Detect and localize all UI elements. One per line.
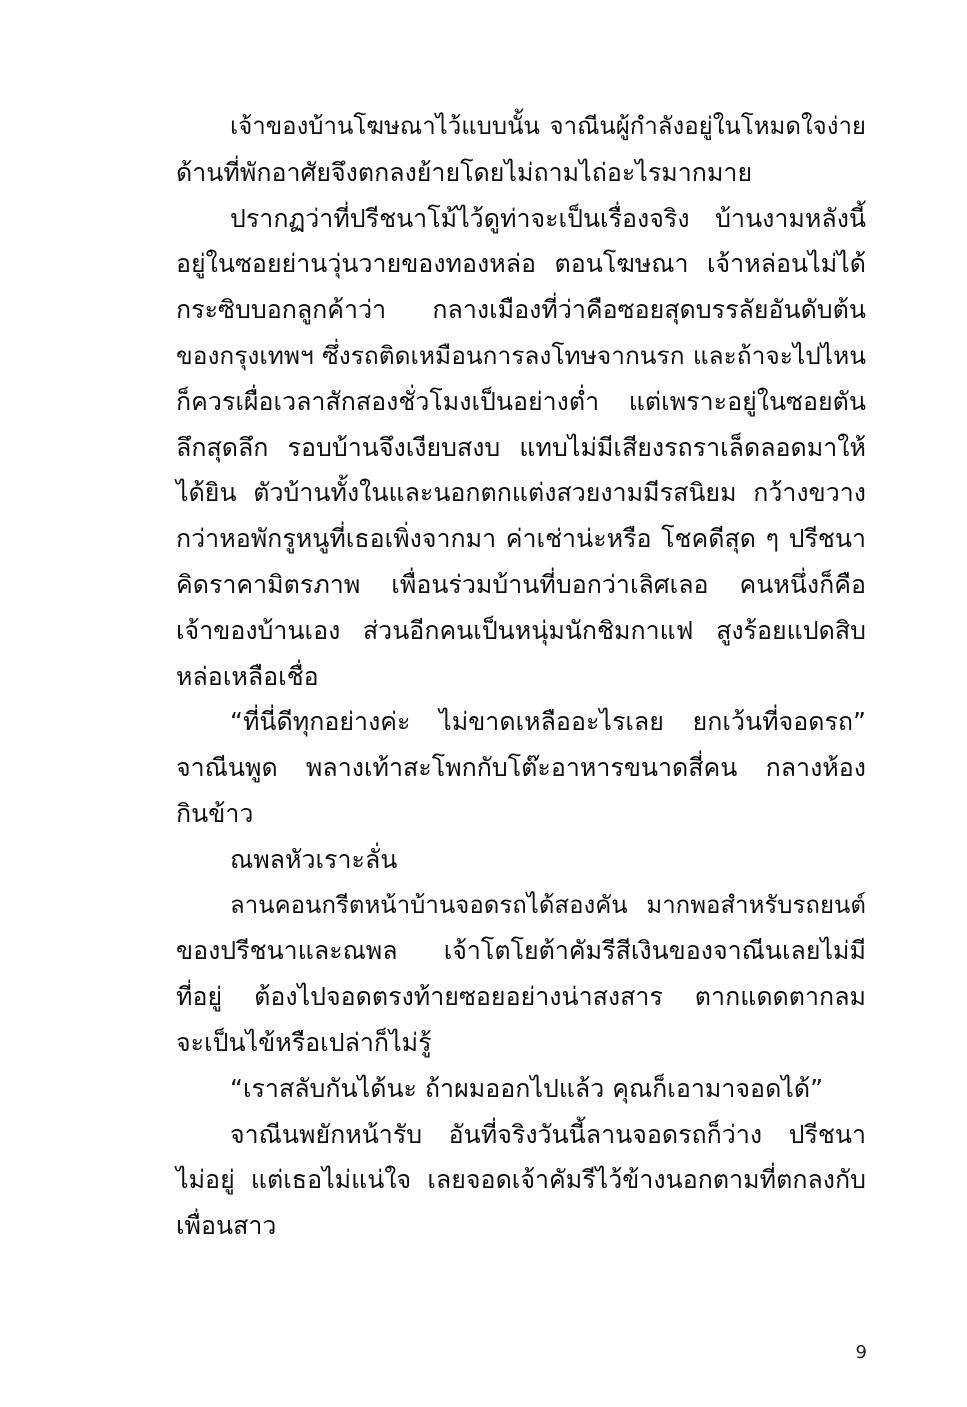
text-line: “ที่นี่ดีทุกอย่างค่ะ ไม่ขาดเหลืออะไรเลย ยกเว้นที่จอดรถ” bbox=[230, 707, 866, 737]
text-line: ลึกสุดลึก รอบบ้านจึงเงียบสงบ แทบไม่มีเสียงรถราเล็ดลอดมาให้ bbox=[176, 432, 866, 462]
text-line: ได้ยิน ตัวบ้านทั้งในและนอกตกแต่งสวยงามมีรสนิยม กว้างขวาง bbox=[176, 478, 866, 508]
text-line: กระซิบบอกลูกค้าว่า กลางเมืองที่ว่าคือซอยสุดบรรลัยอันดับต้น bbox=[176, 295, 866, 325]
text-line: เจ้าของบ้านโฆษณาไว้แบบนั้น จาณีนผู้กำลังอยู่ในโหมดใจง่าย bbox=[230, 112, 866, 140]
text-line: ของปรีชนาและณพล เจ้าโตโยต้าคัมรีสีเงินของจาณีนเลยไม่มี bbox=[176, 936, 866, 966]
text-line: ณพลหัวเราะลั่น bbox=[230, 844, 398, 874]
text-line: กว่าหอพักรูหนูที่เธอเพิ่งจากมา ค่าเช่าน่ะหรือ โชคดีสุด ๆ ปรีชนา bbox=[176, 524, 866, 554]
text-line: ด้านที่พักอาศัยจึงตกลงย้ายโดยไม่ถามไถ่อะไรมากมาย bbox=[176, 157, 753, 187]
text-line: ลานคอนกรีตหน้าบ้านจอดรถได้สองคัน มากพอสำหรับรถยนต์ bbox=[230, 890, 866, 919]
text-line: ไม่อยู่ แต่เธอไม่แน่ใจ เลยจอดเจ้าคัมรีไว้ข้างนอกตามที่ตกลงกับ bbox=[176, 1165, 866, 1195]
text-line: คิดราคามิตรภาพ เพื่อนร่วมบ้านที่บอกว่าเลิศเลอ คนหนึ่งก็คือ bbox=[176, 569, 866, 599]
text-line: ของกรุงเทพฯ ซึ่งรถติดเหมือนการลงโทษจากนรก และถ้าจะไปไหน bbox=[176, 340, 866, 370]
text-line: ก็ควรเผื่อเวลาสักสองชั่วโมงเป็นอย่างต่ำ แต่เพราะอยู่ในซอยตัน bbox=[176, 386, 866, 416]
text-line: จาณีนพยักหน้ารับ อันที่จริงวันนี้ลานจอดรถก็ว่าง ปรีชนา bbox=[230, 1119, 866, 1149]
text-line: เจ้าของบ้านเอง ส่วนอีกคนเป็นหนุ่มนักชิมกาแฟ สูงร้อยแปดสิบ bbox=[176, 615, 866, 645]
text-line: หล่อเหลือเชื่อ bbox=[176, 661, 319, 691]
text-line: ที่อยู่ ต้องไปจอดตรงท้ายซอยอย่างน่าสงสาร ตากแดดตากลม bbox=[176, 982, 866, 1012]
text-line: จะเป็นไข้หรือเปล่าก็ไม่รู้ bbox=[176, 1027, 432, 1057]
body-text bbox=[176, 104, 866, 1249]
text-line: กินข้าว bbox=[176, 798, 254, 828]
text-line: อยู่ในซอยย่านวุ่นวายของทองหล่อ ตอนโฆษณา เจ้าหล่อนไม่ได้ bbox=[176, 249, 866, 279]
text-line: จาณีนพูด พลางเท้าสะโพกกับโต๊ะอาหารขนาดสี่คน กลางห้อง bbox=[176, 753, 866, 783]
text-line: ปรากฏว่าที่ปรีชนาโม้ไว้ดูท่าจะเป็นเรื่องจริง บ้านงามหลังนี้ bbox=[230, 203, 866, 233]
page-number: 9 bbox=[855, 1342, 867, 1363]
text-line: “เราสลับกันได้นะ ถ้าผมออกไปแล้ว คุณก็เอามาจอดได้” bbox=[230, 1073, 824, 1103]
text-line: เพื่อนสาว bbox=[176, 1211, 277, 1241]
